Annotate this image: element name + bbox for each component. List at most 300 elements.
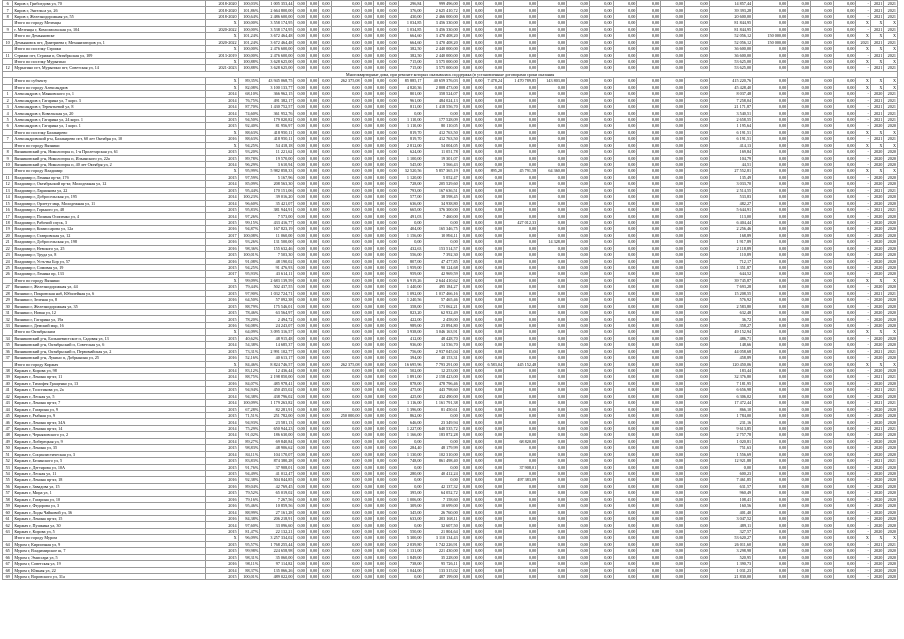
table-cell: 2021 (870, 374, 883, 380)
table-cell: Итого по Демьяновске (13, 33, 205, 39)
table-cell: 0,00 (613, 342, 637, 348)
table-cell: 0,00 (661, 567, 685, 573)
table-cell: 2015 (205, 219, 238, 225)
table-cell: 0,00 (810, 161, 833, 167)
table-cell: 0,00 (753, 297, 788, 303)
table-cell: 0,00 (294, 367, 306, 373)
table-cell: Киржач г, Ленина пр-кт, 15 (13, 516, 205, 522)
table-cell: 0,00 (472, 149, 484, 155)
table-cell: 0,00 (613, 445, 637, 451)
table-cell: 0,00 (386, 110, 398, 116)
table-cell: 0,00 (589, 174, 613, 180)
table-cell: 0,00 (472, 425, 484, 431)
table-cell: 0,00 (833, 573, 856, 579)
table-cell: 0,00 (504, 406, 538, 412)
table-cell: 0,00 (567, 136, 590, 142)
table-cell: 0,00 (788, 78, 811, 84)
table-cell: 0,00 (589, 20, 613, 26)
table-cell: 404,00 (398, 226, 423, 232)
table-cell: 418 950,11 (260, 129, 294, 135)
table-cell: 432,63 (398, 245, 423, 251)
table-cell: 0,00 (684, 187, 709, 193)
table-cell: 0,00 (589, 155, 613, 161)
table-cell: 0,00 (319, 329, 331, 335)
table-cell: 96,60% (238, 200, 260, 206)
table-cell: X (856, 84, 870, 90)
table-cell: 44 058,68 (709, 348, 752, 354)
table-cell: 0,00 (373, 39, 385, 45)
table-cell: 0,00 (833, 310, 856, 316)
table-cell: 0,00 (373, 445, 385, 451)
table-cell: 0,00 (833, 406, 856, 412)
table-cell: 0,00 (504, 20, 538, 26)
table-cell: 0,00 (753, 387, 788, 393)
table-cell: 0,00 (684, 355, 709, 361)
table-cell: 2020 (870, 406, 883, 412)
table-cell: Киржач г, Белинского ул, 5 (13, 458, 205, 464)
table-cell: 2020 (884, 252, 898, 258)
table-cell: 0,00 (538, 110, 567, 116)
table-cell: 0,00 (306, 52, 318, 58)
table-cell: 1 351,87 (709, 264, 752, 270)
table-cell: 0,00 (459, 207, 471, 213)
table-cell: Итого по городу Мезенцы (13, 20, 205, 26)
table-cell: 2021 (870, 541, 883, 547)
table-cell: 0,00 (567, 329, 590, 335)
table-cell: 0,00 (472, 168, 484, 174)
table-cell: 20 (3, 232, 13, 238)
table-cell: 0,00 (567, 387, 590, 393)
table-cell: 2020 (870, 432, 883, 438)
table-cell: 0,00 (753, 194, 788, 200)
table-cell: 0,00 (459, 483, 471, 489)
table-cell: 2014 (205, 432, 238, 438)
table-cell: 0,00 (753, 573, 788, 579)
table-cell: 0,00 (833, 528, 856, 534)
table-cell: 0,00 (484, 194, 504, 200)
table-cell: 20 600,00 (709, 13, 752, 19)
table-cell: 358,27 (709, 322, 752, 328)
table-cell: 2020 (884, 316, 898, 322)
table-cell: 0,00 (538, 380, 567, 386)
table-cell: 0,00 (753, 393, 788, 399)
table-cell: - (856, 406, 870, 412)
table-cell: 0,00 (373, 535, 385, 541)
table-cell: 0,00 (373, 168, 385, 174)
table-cell: 131 500,00 (260, 239, 294, 245)
table-cell: 53 625,00 (709, 65, 752, 71)
table-cell: 0,00 (319, 104, 331, 110)
table-cell: 533,83 (709, 194, 752, 200)
table-cell: 21 171,87 (709, 104, 752, 110)
table-cell: 0,00 (753, 567, 788, 573)
table-cell: 0,00 (810, 84, 833, 90)
table-cell: 0,00 (589, 39, 613, 45)
table-cell: 0,00 (661, 419, 685, 425)
table-cell: 0,00 (567, 52, 590, 58)
table-cell: 6 191,51 (709, 136, 752, 142)
table-cell: 5 (3, 116, 13, 122)
table-cell: 0,00 (637, 52, 661, 58)
table-cell: 0,00 (306, 541, 318, 547)
table-cell: 0,00 (319, 129, 331, 135)
table-cell: 0,00 (613, 78, 637, 84)
table-cell: 0,00 (538, 387, 567, 393)
table-cell: 2015 (205, 387, 238, 393)
table-cell: 0,00 (567, 393, 590, 399)
table-cell: 2020 (884, 496, 898, 502)
table-cell: 186 630,00 (260, 432, 294, 438)
table-cell: 0,00 (788, 271, 811, 277)
table-cell: 0,00 (386, 39, 398, 45)
table-cell: 0,00 (472, 335, 484, 341)
table-cell: 0,00 (459, 200, 471, 206)
table-cell: 0,00 (504, 142, 538, 148)
table-cell: - (856, 155, 870, 161)
table-cell: 79,52% (238, 490, 260, 496)
table-cell: 0,00 (637, 187, 661, 193)
table-cell: 0,00 (319, 297, 331, 303)
table-cell: 414,13 (709, 142, 752, 148)
table-cell: 0,00 (538, 155, 567, 161)
table-cell: 0,00 (504, 84, 538, 90)
table-cell: 0,00 (472, 1, 484, 7)
table-cell: 2020 (884, 445, 898, 451)
table-cell: 0,00 (613, 277, 637, 283)
table-cell: 0,00 (361, 264, 373, 270)
table-cell: 93,26% (238, 239, 260, 245)
table-cell: 0,00 (386, 258, 398, 264)
table-cell: 99,98% (238, 548, 260, 554)
table-cell: Итого по поселку Мурыгино (13, 58, 205, 64)
table-cell: X (870, 20, 883, 26)
table-cell: 0,00 (613, 239, 637, 245)
table-cell: 0,00 (386, 554, 398, 560)
table-cell: - (856, 65, 870, 71)
table-cell: 0,00 (589, 104, 613, 110)
table-cell: 0,00 (331, 91, 361, 97)
table-cell: X (884, 329, 898, 335)
table-cell: 0,00 (319, 65, 331, 71)
table-cell: 0,00 (294, 413, 306, 419)
table-cell: 0,00 (637, 207, 661, 213)
table-cell: 0,00 (373, 573, 385, 579)
table-cell: 0,00 (361, 413, 373, 419)
table-cell: 0,00 (319, 310, 331, 316)
table-cell: 0,00 (294, 445, 306, 451)
table-cell: 0,00 (684, 277, 709, 283)
table-cell: 0,00 (788, 7, 811, 13)
table-cell: 0,00 (294, 232, 306, 238)
table-cell: 0,00 (538, 303, 567, 309)
table-cell: 0,00 (661, 367, 685, 373)
table-cell: 206 218,91 (260, 516, 294, 522)
table-cell: 3 047,52 (709, 516, 752, 522)
table-cell: 0,00 (373, 1, 385, 7)
table-cell: 0,00 (306, 7, 318, 13)
table-cell: 0,00 (788, 400, 811, 406)
table-cell: X (870, 361, 883, 367)
table-cell: 2 458,00 (423, 316, 459, 322)
table-cell: 0,00 (361, 387, 373, 393)
table-cell: 0,00 (589, 226, 613, 232)
table-cell: 0,00 (833, 380, 856, 386)
table-cell: 9 (3, 26, 13, 32)
table-cell: 0,00 (504, 419, 538, 425)
table-cell: 0,00 (753, 380, 788, 386)
table-cell: 0,00 (294, 316, 306, 322)
table-cell: 878,00 (398, 380, 423, 386)
table-cell: 0,00 (306, 258, 318, 264)
table-cell: 2 476 600,00 (260, 46, 294, 52)
table-cell: X (870, 78, 883, 84)
table-cell: 0,00 (373, 419, 385, 425)
table-cell: 2020 (870, 303, 883, 309)
table-cell: X (205, 129, 238, 135)
table-cell: 0,00 (423, 239, 459, 245)
table-cell: 0,00 (613, 155, 637, 161)
table-cell: 2016 (205, 561, 238, 567)
table-cell: - (856, 400, 870, 406)
table-cell: 0,00 (484, 503, 504, 509)
table-cell: 0,00 (684, 258, 709, 264)
table-cell: 0,00 (373, 97, 385, 103)
table-cell: 0,00 (504, 470, 538, 476)
table-cell: 6 583,04 (484, 361, 504, 367)
table-cell: X (856, 129, 870, 135)
table-cell: 0,00 (810, 567, 833, 573)
table-cell: 0,00 (294, 503, 306, 509)
table-cell: 2020 (870, 561, 883, 567)
table-cell: 0,00 (319, 207, 331, 213)
table-cell: 0,00 (613, 1, 637, 7)
table-cell: 0,00 (361, 355, 373, 361)
table-cell: 0,00 (684, 393, 709, 399)
table-cell: 0,00 (661, 213, 685, 219)
table-cell: 2021 (856, 39, 870, 45)
table-cell: 0,00 (484, 264, 504, 270)
table-cell: 0,00 (589, 503, 613, 509)
table-cell: 0,00 (484, 297, 504, 303)
table-cell: 0,00 (459, 78, 471, 84)
table-cell: 0,00 (459, 264, 471, 270)
table-cell: 0,00 (637, 213, 661, 219)
table-cell: X (884, 84, 898, 90)
table-cell: 9 613,85 (709, 425, 752, 431)
table-cell: 108,41 (709, 496, 752, 502)
table-cell: 0,00 (361, 528, 373, 534)
table-cell: 0,00 (637, 110, 661, 116)
table-cell: 0,00 (538, 355, 567, 361)
table-cell: 64,09% (238, 329, 260, 335)
table-cell: 482,27 (709, 200, 752, 206)
table-cell: 0,00 (484, 458, 504, 464)
table-cell: 0,00 (810, 110, 833, 116)
table-cell: 0,00 (753, 490, 788, 496)
table-cell: 68,10% (238, 91, 260, 97)
table-cell: 0,00 (504, 310, 538, 316)
table-cell: X (884, 33, 898, 39)
table-cell: 1 390,73 (709, 561, 752, 567)
table-cell: X (884, 78, 898, 84)
table-cell: 0,00 (459, 528, 471, 534)
table-cell: 94,93% (238, 419, 260, 425)
table-cell: 0,00 (538, 406, 567, 412)
table-cell: 0,00 (538, 393, 567, 399)
table-cell: 0,00 (319, 393, 331, 399)
table-cell: 0,00 (538, 20, 567, 26)
table-cell: 0,00 (331, 374, 361, 380)
table-cell: 10 (3, 161, 13, 167)
table-cell: 0,00 (504, 393, 538, 399)
table-cell: 0,00 (753, 97, 788, 103)
table-cell: 0,00 (661, 200, 685, 206)
table-cell: 0,00 (361, 522, 373, 528)
table-cell: 0,00 (637, 116, 661, 122)
table-cell: 88,63% (238, 136, 260, 142)
table-cell: 280,00 (398, 470, 423, 476)
table-cell: 2020 (870, 271, 883, 277)
table-cell: X (870, 84, 883, 90)
table-cell: 0,00 (331, 310, 361, 316)
table-cell: 37 908,01 (504, 464, 538, 470)
table-cell: 0,00 (373, 561, 385, 567)
table-cell: Владимир г, Ларионова ул, 22 (13, 187, 205, 193)
table-cell: 2020 (870, 245, 883, 251)
table-cell: 2020 (870, 483, 883, 489)
table-cell: 0,00 (294, 387, 306, 393)
table-cell: 0,00 (472, 342, 484, 348)
table-cell: 0,00 (613, 380, 637, 386)
table-cell: 0,00 (319, 535, 331, 541)
table-cell: 84,38% (238, 516, 260, 522)
table-cell: 133 315,02 (423, 567, 459, 573)
table-cell: 0,00 (684, 245, 709, 251)
table-cell: 0,00 (306, 181, 318, 187)
table-cell: 0,00 (294, 123, 306, 129)
table-cell: 0,00 (484, 129, 504, 135)
table-cell: 0,00 (484, 387, 504, 393)
table-cell: 0,00 (504, 367, 538, 373)
table-cell: 0,00 (567, 129, 590, 135)
table-cell: 0,00 (504, 277, 538, 283)
table-cell: 0,00 (373, 432, 385, 438)
table-cell: 0,00 (684, 503, 709, 509)
table-cell: 430,00 (398, 13, 423, 19)
table-cell: 0,00 (684, 342, 709, 348)
table-cell: 0,00 (331, 316, 361, 322)
table-cell: Вязники г, Гагарина ул, 19а (13, 316, 205, 322)
table-cell: 0,00 (459, 522, 471, 528)
table-cell: 11 (3, 52, 13, 58)
table-cell: 2021 (870, 348, 883, 354)
table-cell: 95,83% (238, 207, 260, 213)
table-cell: 0,00 (472, 194, 484, 200)
table-cell: 98,11% (238, 561, 260, 567)
table-cell: 0,00 (294, 322, 306, 328)
table-cell: 0,00 (684, 335, 709, 341)
table-cell: 0,00 (386, 516, 398, 522)
table-cell: 1 418 556,70 (423, 104, 459, 110)
table-cell: 0,00 (294, 464, 306, 470)
table-cell: 0,00 (788, 213, 811, 219)
table-cell: 0,00 (753, 161, 788, 167)
table-cell: 631,57 (709, 483, 752, 489)
table-cell: 0,00 (589, 110, 613, 116)
table-cell: 0,00 (684, 548, 709, 554)
table-cell: 0,00 (294, 142, 306, 148)
table-cell: 0,00 (538, 310, 567, 316)
table-cell: 0,00 (373, 136, 385, 142)
table-cell: 0,00 (398, 110, 423, 116)
table-cell: 10 (3, 39, 13, 45)
table-cell: 2015 (205, 123, 238, 129)
table-cell: 0,00 (373, 252, 385, 258)
table-cell: 0,00 (294, 97, 306, 103)
table-cell: 0,00 (331, 522, 361, 528)
table-cell: 296,84 (398, 1, 423, 7)
table-cell: 0,00 (661, 181, 685, 187)
table-cell: 728,00 (398, 181, 423, 187)
table-cell: 0,00 (661, 91, 685, 97)
table-cell: 0,00 (294, 361, 306, 367)
table-cell: 0,00 (361, 425, 373, 431)
table-cell: 0,00 (661, 155, 685, 161)
table-cell: 13 (3, 187, 13, 193)
table-cell: 0,00 (810, 316, 833, 322)
table-cell: 0,00 (373, 284, 385, 290)
table-cell: 7 693,28 (709, 284, 752, 290)
table-cell: 0,00 (833, 271, 856, 277)
table-cell: 0,00 (504, 335, 538, 341)
table-cell: 0,00 (661, 477, 685, 483)
table-cell: 0,00 (567, 213, 590, 219)
table-cell: 83,12% (238, 367, 260, 373)
table-cell: 0,00 (459, 355, 471, 361)
table-cell: 0,00 (589, 464, 613, 470)
table-cell: 2016 (205, 239, 238, 245)
table-cell: 62 932,49 (423, 310, 459, 316)
table-cell: 545,00 (398, 161, 423, 167)
table-cell: 0,00 (294, 271, 306, 277)
table-cell: 0,00 (319, 7, 331, 13)
table-cell: 0,00 (373, 438, 385, 444)
table-cell: 0,00 (661, 78, 685, 84)
table-cell: 0,00 (319, 361, 331, 367)
table-cell: - (856, 303, 870, 309)
table-cell: 0,00 (373, 7, 385, 13)
table-cell: 0,00 (484, 39, 504, 45)
table-cell: Муром г, Советская ул, 19 (13, 561, 205, 567)
table-cell: 36,72 (709, 316, 752, 322)
table-cell: 0,00 (294, 52, 306, 58)
table-cell: 0,00 (810, 361, 833, 367)
table-cell: 0,00 (331, 174, 361, 180)
table-cell: 0,00 (331, 245, 361, 251)
table-cell: 0,00 (484, 26, 504, 32)
table-cell: 0,00 (319, 554, 331, 560)
table-cell: 49 (3, 438, 13, 444)
table-cell: 0,00 (589, 573, 613, 579)
table-cell: 52 (3, 458, 13, 464)
table-cell: 3 938,00 (398, 329, 423, 335)
table-cell: 0,00 (459, 438, 471, 444)
table-cell: 2021 (884, 541, 898, 547)
table-cell: 0,00 (788, 123, 811, 129)
table-cell: 0,00 (472, 155, 484, 161)
table-cell: 0,00 (567, 226, 590, 232)
table-cell: 0,00 (361, 26, 373, 32)
